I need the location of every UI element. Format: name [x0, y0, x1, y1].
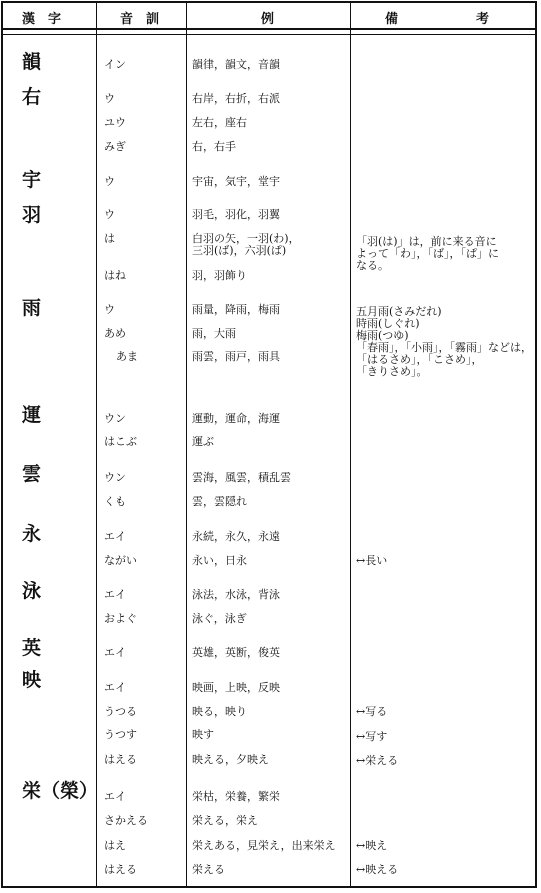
- reading-cell: ウン: [104, 412, 126, 425]
- reading-cell: ウ: [104, 92, 115, 105]
- table-frame: [1, 1, 537, 888]
- kanji-cell: 永: [22, 523, 42, 545]
- example-cell: 雨雲，雨戸，雨具: [192, 350, 280, 363]
- header-note: 備 考: [385, 12, 490, 27]
- example-cell: 運ぶ: [192, 435, 214, 448]
- reading-cell: エイ: [104, 588, 126, 601]
- reading-cell: はえ: [104, 839, 126, 852]
- example-cell: 映す: [192, 728, 214, 741]
- column-divider: [350, 1, 351, 888]
- reading-cell: はね: [104, 269, 126, 282]
- reading-cell: は: [104, 232, 115, 245]
- kanji-cell: 運: [22, 404, 42, 426]
- example-cell: 永続，永久，永遠: [192, 530, 280, 543]
- note-cell: ↔映える: [356, 863, 399, 876]
- kanji-cell: 雲: [22, 463, 42, 485]
- reading-cell: エイ: [104, 646, 126, 659]
- example-cell: 映える，夕映え: [192, 753, 269, 766]
- example-cell: 栄える，栄え: [192, 814, 258, 827]
- reading-cell: エイ: [104, 530, 126, 543]
- example-cell: 右岸，右折，右派: [192, 92, 280, 105]
- column-divider: [96, 1, 97, 888]
- example-cell: 羽毛，羽化，羽翼: [192, 208, 280, 221]
- reading-cell: はえる: [104, 863, 137, 876]
- note-cell: ↔長い: [356, 554, 388, 567]
- reading-cell: はこぶ: [104, 435, 137, 448]
- example-cell: 韻律，韻文，音韻: [192, 58, 280, 71]
- header-kanji: 漢 字: [22, 12, 62, 27]
- example-cell: 雨量，降雨，梅雨: [192, 303, 280, 316]
- reading-cell: ウ: [104, 175, 115, 188]
- reading-cell: あめ: [104, 327, 126, 340]
- kanji-cell: 右: [22, 86, 42, 108]
- example-cell: 雲海，風雲，積乱雲: [192, 471, 291, 484]
- reading-cell: イン: [104, 58, 126, 71]
- reading-cell: ウン: [104, 471, 126, 484]
- reading-cell: エイ: [104, 681, 126, 694]
- kanji-cell: 宇: [22, 169, 42, 191]
- note-cell: ↔映え: [356, 839, 388, 852]
- reading-cell: ウ: [104, 303, 115, 316]
- example-cell: 右，右手: [192, 140, 236, 153]
- header-divider-inner: [1, 34, 537, 35]
- kanji-cell: 雨: [22, 297, 42, 319]
- reading-cell: エイ: [104, 790, 126, 803]
- reading-cell: あま: [116, 350, 138, 363]
- kanji-cell: 映: [22, 669, 42, 691]
- example-cell: 映る，映り: [192, 705, 247, 718]
- example-cell: 白羽の矢，一羽(わ)， 三羽(ば)，六羽(ぱ): [192, 232, 300, 257]
- column-divider: [186, 1, 187, 888]
- example-cell: 英雄，英断，俊英: [192, 646, 280, 659]
- example-cell: 運動，運命，海運: [192, 412, 280, 425]
- reading-cell: はえる: [104, 753, 137, 766]
- example-cell: 雲，雲隠れ: [192, 495, 247, 508]
- kanji-cell: 羽: [22, 204, 42, 226]
- example-cell: 栄枯，栄養，繁栄: [192, 790, 280, 803]
- reading-cell: ユウ: [104, 116, 126, 129]
- header-divider: [1, 28, 537, 30]
- header-reading: 音 訓: [120, 12, 160, 27]
- reading-cell: くも: [104, 495, 126, 508]
- example-cell: 泳法，水泳，背泳: [192, 588, 280, 601]
- example-cell: 永い，日永: [192, 554, 247, 567]
- reading-cell: うつる: [104, 705, 137, 718]
- reading-cell: みぎ: [104, 140, 126, 153]
- note-cell: ↔栄える: [356, 754, 399, 767]
- example-cell: 雨，大雨: [192, 327, 236, 340]
- kanji-cell: 栄（榮）: [22, 780, 99, 802]
- example-cell: 栄える: [192, 863, 225, 876]
- kanji-cell: 英: [22, 637, 42, 659]
- note-cell: ↔写る: [356, 705, 388, 718]
- example-cell: 映画，上映，反映: [192, 681, 280, 694]
- example-cell: 宇宙，気宇，堂宇: [192, 175, 280, 188]
- example-cell: 左右，座右: [192, 116, 247, 129]
- reading-cell: うつす: [104, 728, 137, 741]
- kanji-cell: 泳: [22, 580, 42, 602]
- reading-cell: ながい: [104, 554, 137, 567]
- example-cell: 泳ぐ，泳ぎ: [192, 612, 247, 625]
- example-cell: 栄えある，見栄え，出来栄え: [192, 839, 336, 852]
- header-example: 例: [261, 12, 275, 27]
- kanji-cell: 韻: [22, 51, 42, 73]
- note-cell: ↔写す: [356, 730, 388, 743]
- reading-cell: ウ: [104, 208, 115, 221]
- reading-cell: さかえる: [104, 814, 148, 827]
- reading-cell: およぐ: [104, 612, 137, 625]
- example-cell: 羽，羽飾り: [192, 269, 247, 282]
- note-cell: 「羽(は)」は，前に来る音に よって「わ」，「ば」，「ぱ」に なる。: [356, 235, 499, 272]
- note-cell: 五月雨(さみだれ) 時雨(しぐれ) 梅雨(つゆ) 「春雨」，「小雨」，「霧雨」などは，「はるさめ」，「こさめ」， 「きりさめ」。: [356, 305, 532, 378]
